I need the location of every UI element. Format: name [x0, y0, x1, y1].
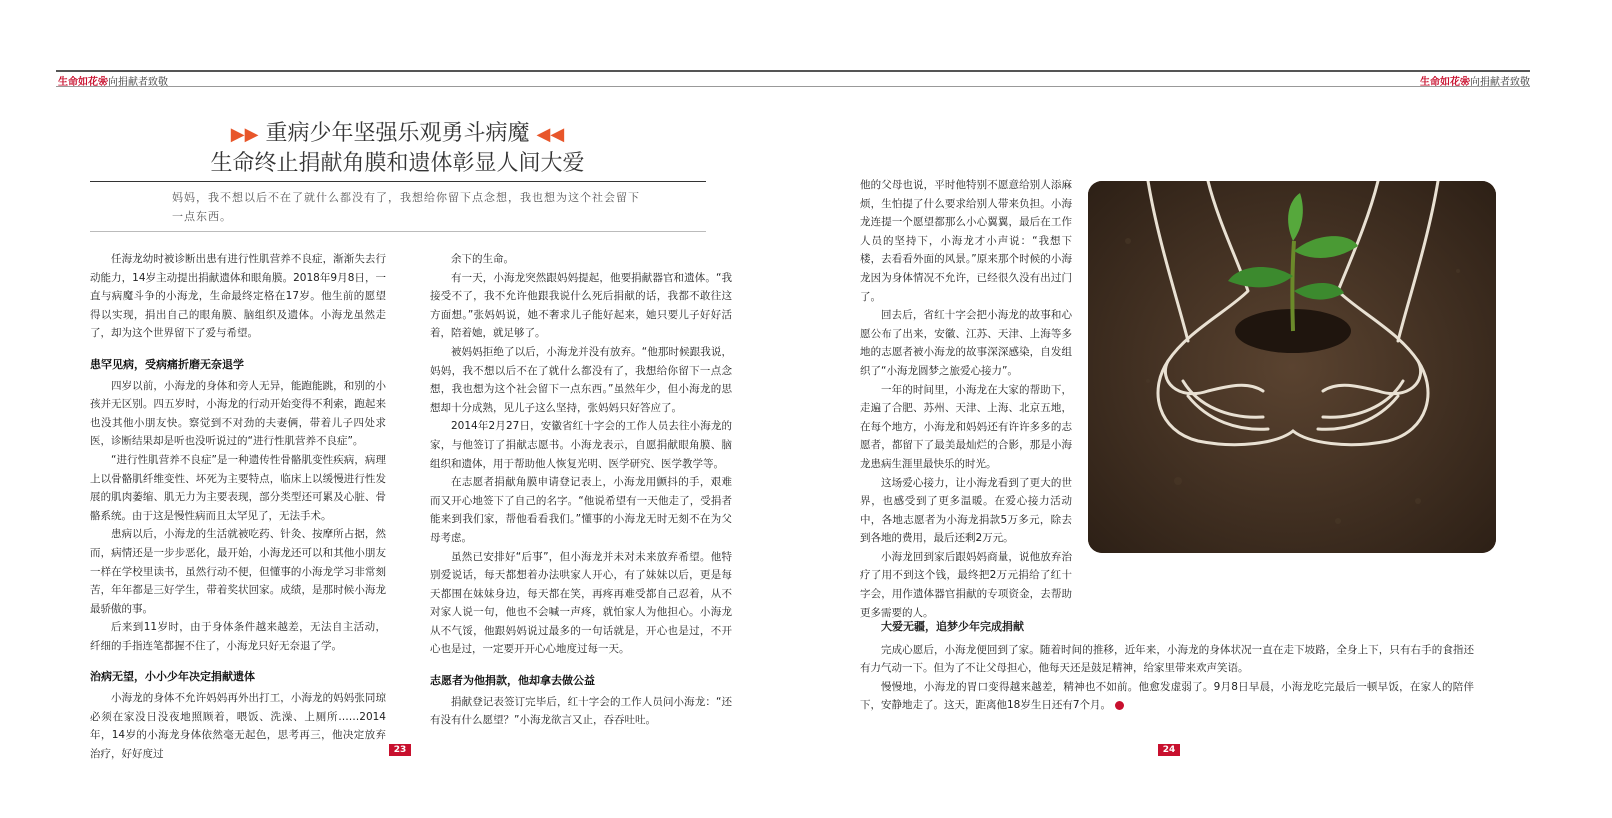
text-wide-section [860, 618, 1474, 715]
article-title-text1: 重病少年坚强乐观勇斗病魔 [265, 121, 530, 146]
section-heading: 志愿者为他捐款，他却拿去做公益 [430, 674, 595, 688]
running-header-brand: 生命如花 [1420, 77, 1460, 88]
triangle-left-icon: ◀◀ [536, 124, 565, 145]
section-heading: 治病无望，小小少年决定捐献遗体 [90, 670, 255, 684]
paragraph: 虽然已安排好“后事”，但小海龙并未对未来放弃希望。他特别爱说话，每天都想着办法哄家人开心，有了妹妹以后，更是每天都围在妹妹身边，每天都在笑，再疼再难受都自己忍着，从不对家人说一句，他也不会喊一声疼，就怕家人为他担心。小海龙从不气馁，他跟妈妈说过最多的一句话就是，开心也是过，不开心也是过，一定要开开心心地度过每一天。 [430, 550, 732, 656]
article-title-line2: 生命终止捐献角膜和遗体彰显人间大爱 [210, 151, 585, 176]
paragraph: 四岁以前，小海龙的身体和旁人无异，能跑能跳，和别的小孩并无区别。四五岁时，小海龙的行动开始变得不利索，跑起来也没其他小朋友快。察觉到不对劲的夫妻俩，带着儿子四处求医，诊断结果却是听也没听说过的“进行性肌营养不良症”。 [90, 379, 386, 448]
paragraph: 一年的时间里，小海龙在大家的帮助下，走遍了合肥、苏州、天津、上海、北京五地，在每个地方，小海龙和妈妈还有许许多多的志愿者，都留下了最美最灿烂的合影，那是小海龙患病生涯里最快乐的时光。 [860, 383, 1072, 470]
paragraph: 有一天，小海龙突然跟妈妈提起，他要捐献器官和遗体。“我接受不了，我不允许他跟我说什么死后捐献的话，我都不敢往这方面想。”张妈妈说，她不奢求儿子能好起来，她只要儿子好好活着，陪着她，就足够了。 [430, 271, 732, 340]
running-header-brand: 生命如花 [58, 77, 98, 88]
page-number-left: 23 [389, 744, 411, 756]
text-column-3 [860, 176, 1072, 622]
text-column-1 [90, 250, 386, 763]
intro-rule [90, 231, 706, 232]
paragraph: “进行性肌营养不良症”是一种遗传性骨骼肌变性疾病，病理上以骨骼肌纤维变性、坏死为主要特点，临床上以缓慢进行性发展的肌肉萎缩、肌无力为主要表现，部分类型还可累及心脏、骨骼系统。由于这是慢性病而且太罕见了，无法手术。 [90, 453, 386, 522]
paragraph: 小海龙的身体不允许妈妈再外出打工，小海龙的妈妈张同琼必须在家没日没夜地照顾着，喂饭、洗澡、上厕所……2014年，14岁的小海龙身体依然毫无起色，思考再三，他决定放弃治疗，好好度过 [90, 692, 386, 760]
article-intro-quote: 妈妈，我不想以后不在了就什么都没有了，我想给你留下点念想，我也想为这个社会留下一点东西。 [172, 191, 640, 223]
flower-icon: ❀ [98, 77, 108, 88]
paragraph-text: 慢慢地，小海龙的胃口变得越来越差，精神也不如前。他愈发虚弱了。9月8日早晨，小海龙吃完最后一顿早饭，在家人的陪伴下，安静地走了。这天，距离他18岁生日还有7个月。 [860, 680, 1474, 712]
paragraph: 小海龙回到家后跟妈妈商量，说他放弃治疗了用不到这个钱，最终把2万元捐给了红十字会，用作遗体器官捐献的专项资金，去帮助更多需要的人。 [860, 550, 1072, 619]
running-header-right [1420, 73, 1530, 88]
paragraph: 后来到11岁时，由于身体条件越来越差，无法自主活动，纤细的手指连笔都握不住了，小海龙只好无奈退了学。 [90, 621, 386, 652]
hands-seedling-illustration [1088, 181, 1496, 553]
end-mark-icon [1115, 701, 1124, 710]
paragraph: 任海龙幼时被诊断出患有进行性肌营养不良症，渐渐失去行动能力，14岁主动提出捐献遗体和眼角膜。2018年9月8日，一直与病魔斗争的小海龙，生命最终定格在17岁。他生前的愿望得以实现，捐出自己的眼角膜、脑组织及遗体。小海龙虽然走了，却为这个世界留下了爱与希望。 [90, 253, 386, 340]
running-header-left [58, 73, 168, 88]
triangle-right-icon: ▶▶ [230, 124, 259, 145]
paragraph: 回去后，省红十字会把小海龙的故事和心愿公布了出来，安徽、江苏、天津、上海等多地的志愿者被小海龙的故事深深感染，自发组织了“小海龙圆梦之旅爱心接力”。 [860, 309, 1072, 377]
title-rule [90, 181, 706, 182]
paragraph [860, 678, 1474, 715]
header-rule-left [56, 70, 816, 72]
illustration-svg [1088, 181, 1496, 553]
paragraph: 余下的生命。 [451, 253, 514, 265]
paragraph: 在志愿者捐献角膜申请登记表上，小海龙用颤抖的手，艰难而又开心地签下了自己的名字。“他说希望有一天他走了，受捐者能来到我们家，帮他看看我们。”懂事的小海龙无时无刻不在为父母考虑。 [430, 476, 732, 544]
section-heading: 患罕见病，受病痛折磨无奈退学 [90, 357, 244, 371]
paragraph: 完成心愿后，小海龙便回到了家。随着时间的推移，近年来，小海龙的身体状况一直在走下坡路，全身上下，只有右手的食指还有力气动一下。但为了不让父母担心，他每天还是鼓足精神，给家里带来欢声笑语。 [860, 643, 1474, 675]
flower-icon: ❀ [1460, 77, 1470, 88]
paragraph: 2014年2月27日，安徽省红十字会的工作人员去往小海龙的家，与他签订了捐献志愿书。小海龙表示，自愿捐献眼角膜、脑组织和遗体，用于帮助他人恢复光明、医学研究、医学教学等。 [430, 420, 732, 470]
header-subrule-left [56, 86, 806, 87]
paragraph: 捐献登记表签订完毕后，红十字会的工作人员问小海龙：“还有没有什么愿望？”小海龙欲言又止，吞吞吐吐。 [430, 695, 732, 727]
section-heading: 大爱无疆，追梦少年完成捐献 [881, 620, 1024, 633]
running-header-subtitle: 向捐献者致敬 [1470, 77, 1530, 88]
header-rule-right [806, 70, 1530, 72]
paragraph: 患病以后，小海龙的生活就被吃药、针灸、按摩所占据，然而，病情还是一步步恶化，最开始，小海龙还可以和其他小朋友一样在学校里读书，虽然行动不便，但懂事的小海龙学习非常刻苦，年年都是三好学生，带着奖状回家。成绩，是那时候小海龙最骄傲的事。 [90, 528, 386, 615]
paragraph: 被妈妈拒绝了以后，小海龙并没有放弃。“他那时候跟我说，妈妈，我不想以后不在了就什么都没有了，我想给你留下一点念想，我也想为这个社会留下一点东西。”虽然年少，但小海龙的思想却十分成熟，见儿子这么坚持，张妈妈只好答应了。 [430, 345, 732, 414]
paragraph: 这场爱心接力，让小海龙看到了更大的世界，也感受到了更多温暖。在爱心接力活动中，各地志愿者为小海龙捐款5万多元，除去到各地的费用，最后还剩2万元。 [860, 476, 1072, 545]
article-title-line1 [90, 116, 705, 147]
page-number-right: 24 [1158, 744, 1180, 756]
paragraph: 他的父母也说，平时他特别不愿意给别人添麻烦，生怕提了什么要求给别人带来负担。小海龙连提一个愿望都那么小心翼翼，最后在工作人员的坚持下，小海龙才小声说：“我想下楼，去看看外面的风景。”原来那个时候的小海龙因为身体情况不允许，已经很久没有出过门了。 [860, 179, 1072, 303]
running-header-subtitle: 向捐献者致敬 [108, 77, 168, 88]
text-column-2 [430, 250, 732, 730]
